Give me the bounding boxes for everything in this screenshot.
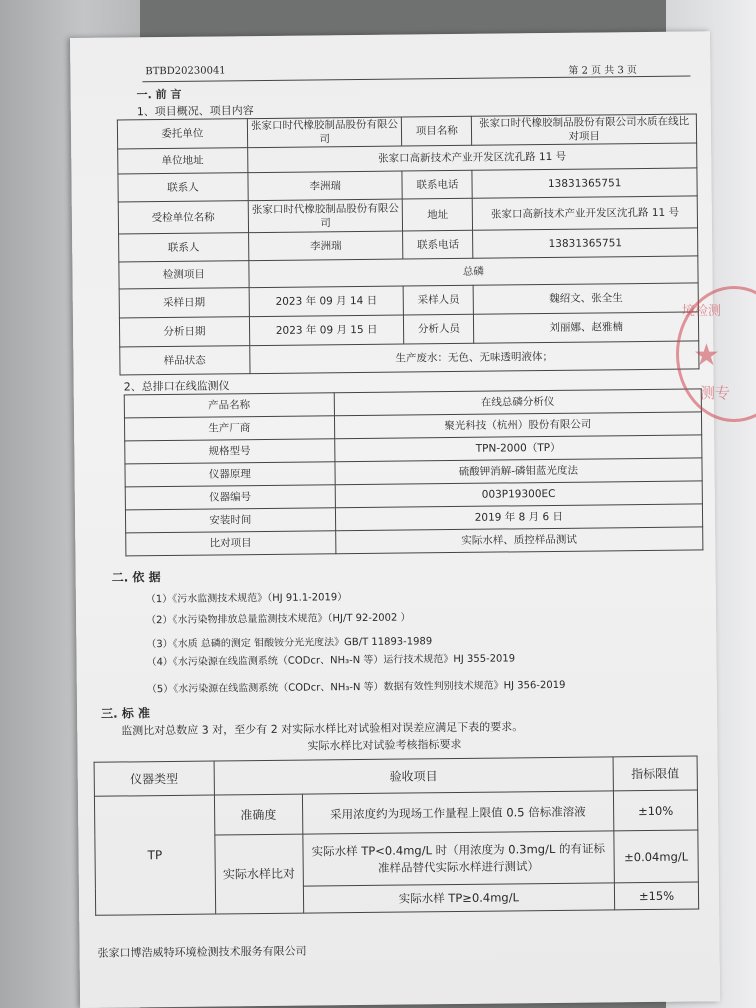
project-name-value: 张家口时代橡胶制品股份有限公司水质在线比对项目 [472, 114, 697, 145]
sample-comparison-label: 实际水样比对 [215, 834, 304, 914]
project-table [117, 113, 700, 375]
address-label: 单位地址 [118, 148, 248, 174]
contact2-value: 李洲瑞 [248, 231, 403, 261]
inspected-unit-value: 张家口时代橡胶制品股份有限公司 [248, 199, 403, 233]
project-name-label: 项目名称 [402, 116, 472, 146]
test-item-value: 总磷 [249, 256, 699, 288]
instrument-row-label: 生产厂商 [124, 416, 334, 441]
analyst-value: 刘丽娜、赵雅楠 [474, 312, 699, 343]
address-value: 张家口高新技术产业开发区沈孔路 11 号 [247, 143, 697, 173]
contact-value: 李洲瑞 [248, 171, 403, 201]
test-item-label: 检测项目 [119, 261, 249, 289]
instrument-row-value: 实际水样、质控样品测试 [335, 527, 703, 554]
instrument-row-label: 仪器原理 [125, 462, 335, 487]
section3-text: 监测比对总数应 3 对，至少有 2 对实际水样比对试验相对误差应满足下表的要求。 [121, 720, 524, 738]
header-instrument-type: 仪器类型 [94, 761, 214, 796]
report-page [70, 31, 720, 1008]
analyst-label: 分析人员 [404, 314, 474, 344]
sampling-date-label: 采样日期 [119, 288, 249, 318]
instrument-type-tp: TP [94, 795, 215, 915]
header-acceptance-item: 验收项目 [214, 757, 614, 795]
instrument-row-label: 规格型号 [125, 439, 335, 464]
client-value: 张家口时代橡胶制品股份有限公司 [247, 117, 402, 148]
instrument-row-label: 安装时间 [125, 508, 335, 533]
section1-subtitle-2: 2、总排口在线监测仪 [123, 379, 230, 394]
basis-item-1: （1）《污水监测技术规范》（HJ 91.1-2019） [145, 592, 348, 606]
instrument-row-value: 在线总磷分析仪 [334, 389, 702, 416]
basis-item-4: （4）《水污染源在线监测系统（CODcr、NH₃-N 等）运行技术规范》HJ 355-2019 [146, 653, 516, 669]
header-rule [142, 76, 690, 83]
sample-comparison-desc-2: 实际水样 TP≥0.4mg/L [303, 883, 615, 913]
sampling-date-value: 2023 年 09 月 14 日 [249, 286, 404, 317]
analysis-date-value: 2023 年 09 月 15 日 [249, 315, 404, 346]
section1-title: 一. 前 言 [136, 87, 182, 102]
basis-item-2: （2）《水污染物排放总量监测技术规范》（HJ/T 92-2002 ） [146, 612, 411, 627]
phone-value: 13831365751 [472, 168, 697, 198]
instrument-row-label: 比对项目 [126, 531, 336, 556]
stamp-text-top: 境检测 [682, 304, 722, 319]
sample-comparison-limit-2: ±15% [614, 882, 698, 910]
accuracy-label: 准确度 [214, 794, 302, 835]
inspected-address-value: 张家口高新技术产业开发区沈孔路 11 号 [473, 196, 698, 230]
sample-state-label: 样品状态 [120, 346, 250, 375]
sampler-label: 采样人员 [404, 285, 474, 315]
accuracy-limit: ±10% [613, 790, 697, 831]
basis-item-5: （5）《水污染源在线监测系统（CODcr、NH₃-N 等）数据有效性判别技术规范》HJ 356-2019 [146, 679, 566, 696]
client-label: 委托单位 [117, 119, 247, 149]
instrument-row-value: 聚光科技（杭州）股份有限公司 [334, 412, 702, 439]
inspected-unit-label: 受检单位名称 [118, 201, 248, 234]
header-limit: 指标限值 [613, 756, 697, 791]
table-row [126, 527, 703, 556]
stamp-text-bottom: 测专 [700, 384, 731, 402]
contact-label: 联系人 [118, 173, 248, 202]
star-icon: ★ [693, 338, 720, 373]
phone-label: 联系电话 [402, 170, 472, 199]
instrument-row-value: 硫酸钾消解-磷钼蓝光度法 [335, 458, 703, 485]
sampler-value: 魏绍文、张全生 [473, 283, 698, 314]
section2-title: 二. 依 据 [111, 570, 161, 585]
instrument-row-label: 产品名称 [124, 393, 334, 418]
section3-title: 三. 标 准 [101, 706, 151, 721]
accuracy-desc: 采用浓度约为现场工作量程上限值 0.5 倍标准溶液 [302, 791, 614, 834]
sample-comparison-desc-1: 实际水样 TP<0.4mg/L 时（用浓度为 0.3mg/L 的有证标准样品替代实际水样进行测试） [302, 831, 614, 886]
instrument-row-value: 003P19300EC [335, 481, 703, 508]
footer-company: 张家口博浩威特环境检测技术服务有限公司 [97, 944, 307, 960]
contact2-label: 联系人 [119, 233, 249, 262]
sample-state-value: 生产废水：无色、无味透明液体； [249, 341, 699, 374]
instrument-row-value: 2019 年 8 月 6 日 [335, 504, 703, 531]
standards-table [94, 755, 700, 915]
sample-comparison-limit-1: ±0.04mg/L [614, 830, 699, 883]
instrument-row-value: TPN-2000（TP） [334, 435, 702, 462]
basis-item-3: （3）《水质 总磷的测定 钼酸铵分光光度法》GB/T 11893-1989 [146, 636, 433, 651]
report-number: BTBD20230041 [145, 65, 226, 78]
section1-subtitle: 1、项目概况、项目内容 [136, 104, 254, 119]
instrument-row-label: 仪器编号 [125, 485, 335, 510]
page-info: 第 2 页 共 3 页 [568, 65, 638, 77]
analysis-date-label: 分析日期 [119, 317, 249, 347]
inspected-address-label: 地址 [403, 198, 473, 231]
phone2-label: 联系电话 [403, 230, 473, 259]
phone2-value: 13831365751 [473, 228, 698, 258]
standards-table-title: 实际水样比对试验考核指标要求 [307, 737, 462, 753]
instrument-table [124, 388, 704, 556]
